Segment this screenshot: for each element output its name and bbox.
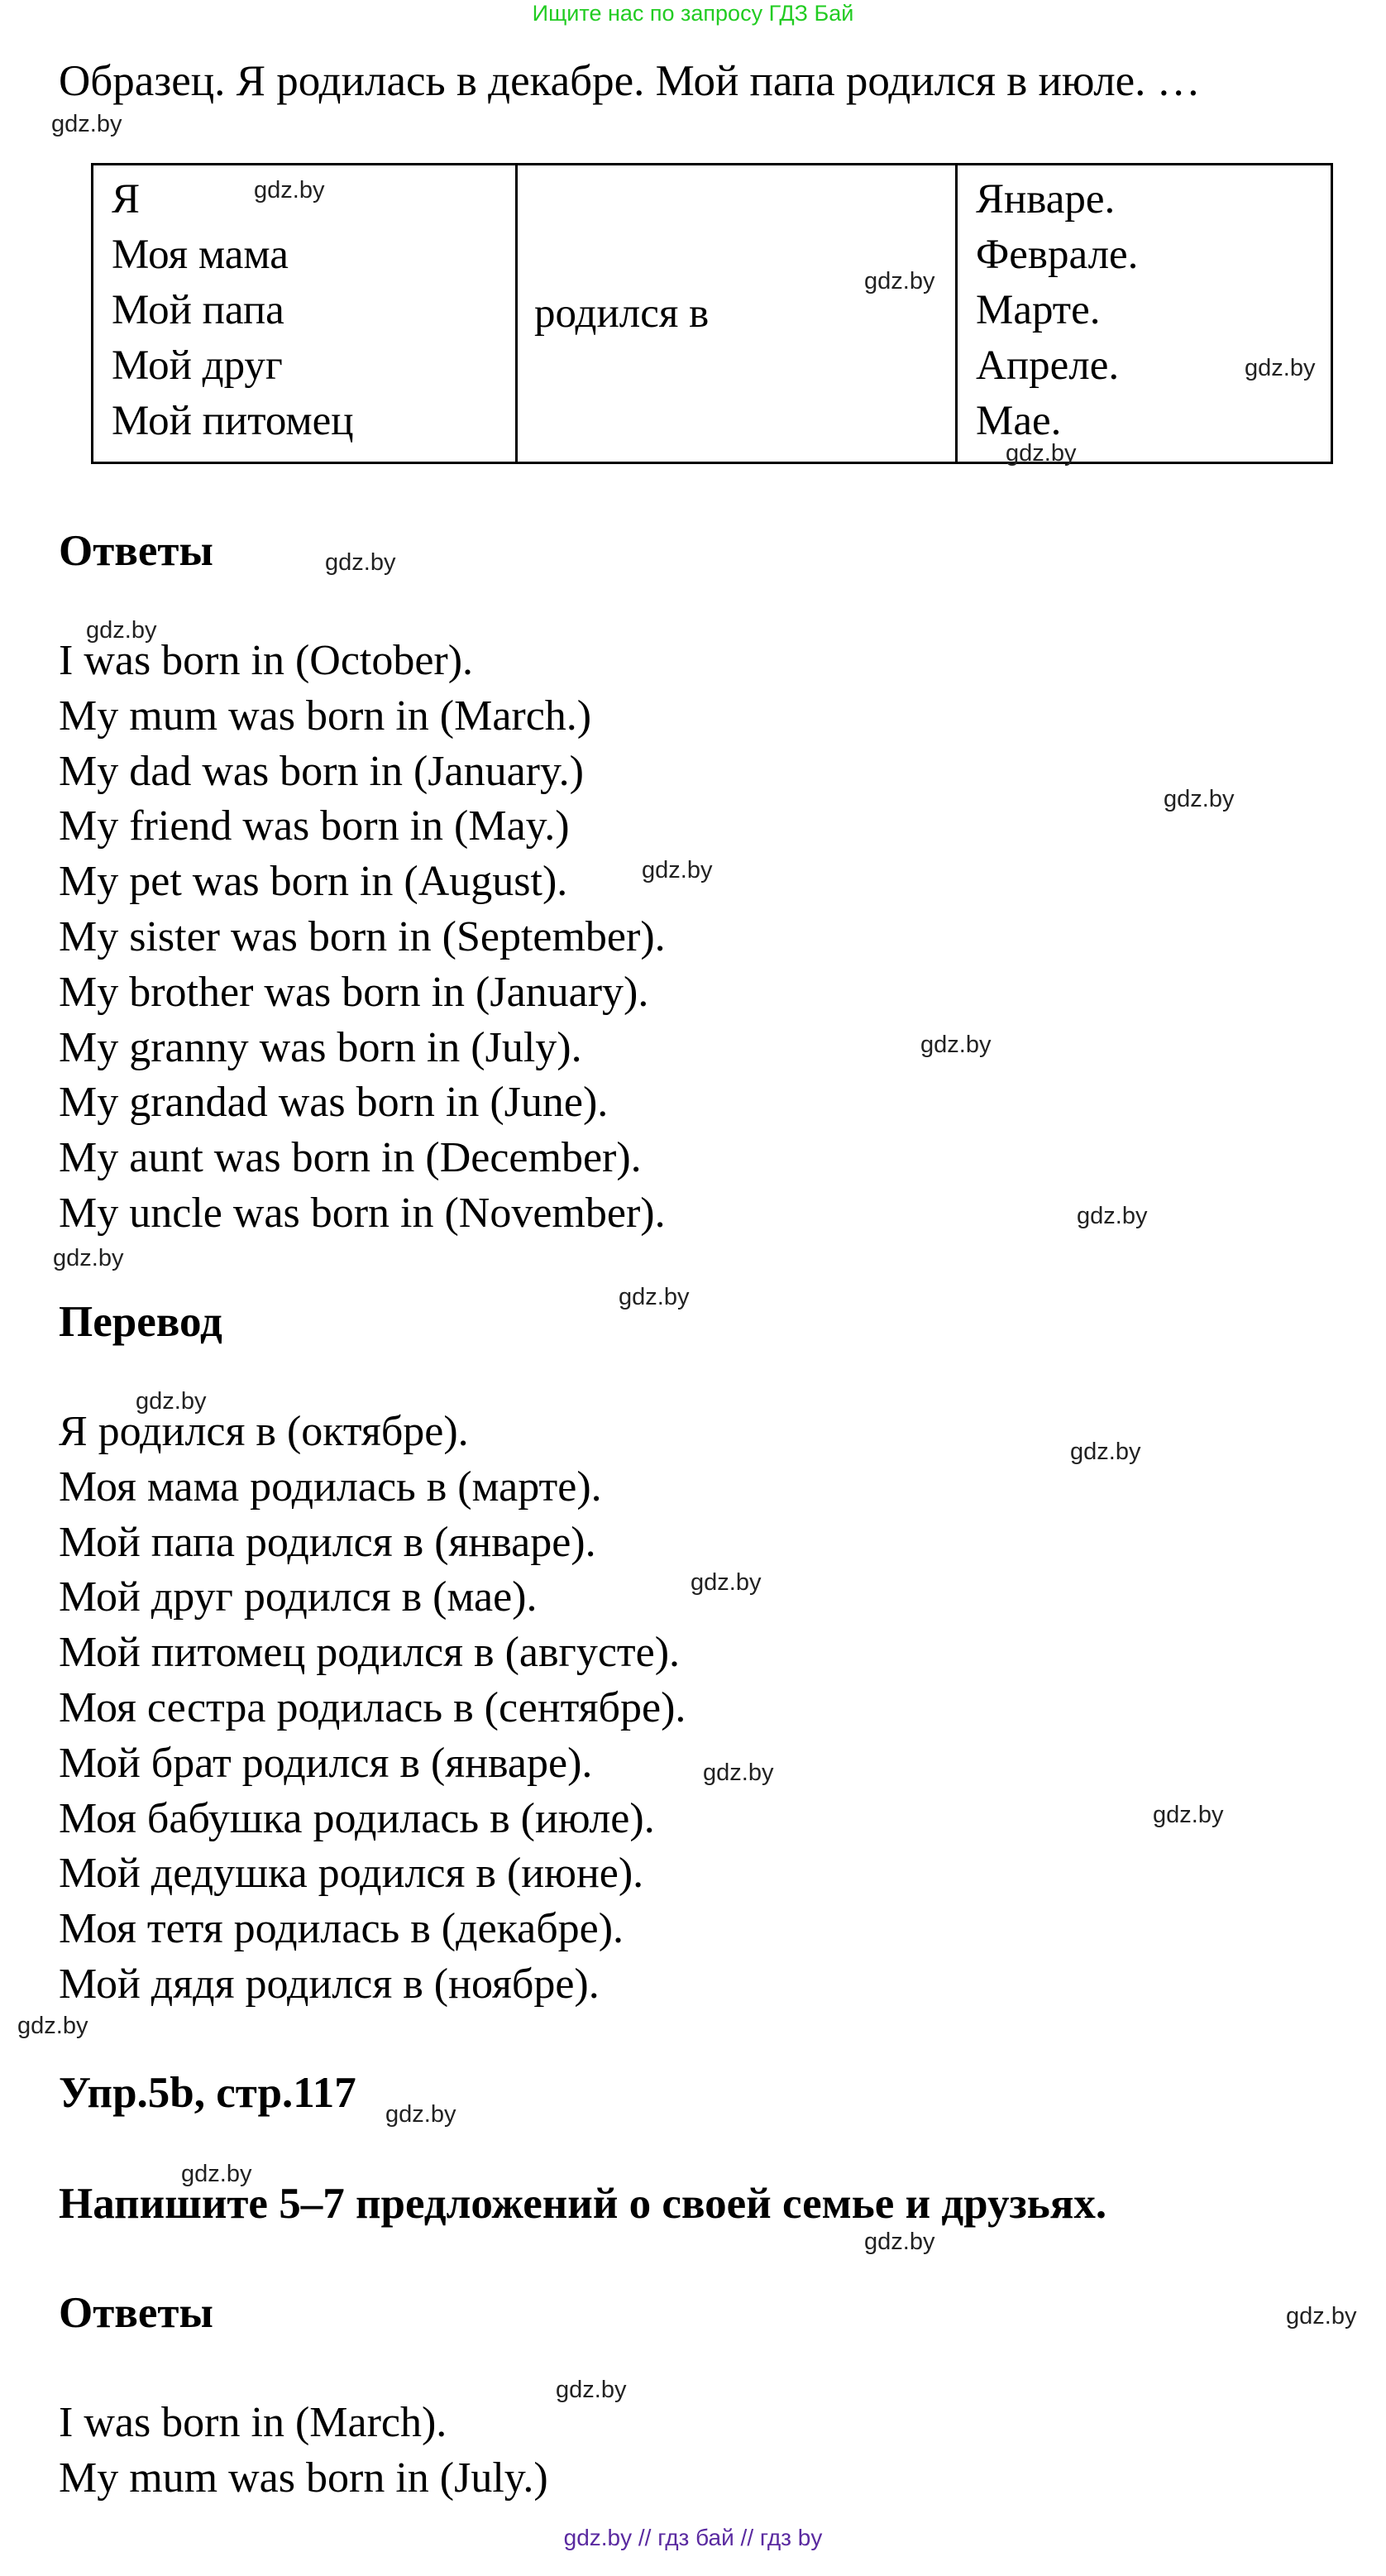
subjects-cell [93,165,517,463]
watermark: gdz.by [703,1760,774,1786]
footer-links[interactable]: gdz.by // гдз бай // гдз by [563,2525,823,2550]
watermark: gdz.by [1245,355,1316,381]
watermark: gdz.by [619,1284,690,1310]
translation-line: Моя сестра родилась в (сентябре). [59,1683,686,1731]
answer-line: My friend was born in (May.) [59,802,570,850]
translation-list [59,1405,686,2013]
answer-line: My pet was born in (August). [59,858,568,906]
answer-line: My sister was born in (September). [59,912,666,960]
search-banner[interactable]: Ищите нас по запросу ГДЗ Бай [532,1,854,26]
watermark: gdz.by [51,111,122,137]
answers-heading: Ответы [59,527,213,575]
answer-line: I was born in (October). [59,637,474,684]
answer-line: My mum was born in (July.) [59,2454,548,2502]
watermark: gdz.by [1164,786,1235,812]
translation-line: Мой папа родился в (январе). [59,1518,596,1566]
translation-line: Моя бабушка родилась в (июле). [59,1794,655,1842]
watermark: gdz.by [136,1388,207,1415]
watermark: gdz.by [86,617,157,644]
translation-heading: Перевод [59,1298,222,1346]
answers-list [59,634,666,1242]
translation-line: Моя тетя родилась в (декабре). [59,1905,624,1953]
translation-line: Мой друг родился в (мае). [59,1573,538,1621]
watermark: gdz.by [1153,1802,1224,1828]
answers2-list [59,2396,548,2507]
sample-table [91,163,1333,464]
answer-line: My uncle was born in (November). [59,1189,666,1237]
answers2-heading: Ответы [59,2289,213,2337]
watermark: gdz.by [1077,1203,1148,1229]
months-cell [957,165,1332,463]
subject-item: Я [112,176,141,223]
watermark: gdz.by [17,2013,88,2039]
answer-line: My aunt was born in (December). [59,1134,642,1182]
watermark: gdz.by [556,2377,627,2403]
watermark: gdz.by [325,549,396,576]
month-item: Феврале. [976,232,1139,278]
watermark: gdz.by [385,2101,456,2128]
watermark: gdz.by [1006,440,1077,467]
watermark: gdz.by [920,1032,992,1058]
sample-intro: Образец. Я родилась в декабре. Мой папа родился в июле. … [59,57,1201,105]
watermark: gdz.by [864,268,935,294]
answer-line: My mum was born in (March.) [59,692,592,740]
watermark: gdz.by [254,177,325,203]
watermark: gdz.by [642,857,713,883]
month-item: Апреле. [976,342,1120,389]
exercise-task: Напишите 5–7 предложений о своей семье и друзьях. [59,2180,1107,2228]
translation-line: Мой питомец родился в (августе). [59,1629,681,1677]
answer-line: My grandad was born in (June). [59,1079,609,1127]
translation-line: Я родился в (октябре). [59,1408,469,1455]
month-item: Январе. [976,176,1116,223]
answer-line: My brother was born in (January). [59,968,649,1016]
watermark: gdz.by [53,1245,124,1271]
subject-item: Мой питомец [112,398,354,444]
translation-line: Мой дядя родился в (ноябре). [59,1960,600,2008]
answer-line: I was born in (March). [59,2399,447,2446]
subject-item: Мой друг [112,342,283,389]
watermark: gdz.by [1286,2303,1357,2329]
answer-line: My granny was born in (July). [59,1023,582,1071]
exercise-title: Упр.5b, стр.117 [59,2069,356,2117]
translation-line: Моя мама родилась в (марте). [59,1463,602,1511]
subject-item: Моя мама [112,232,289,278]
watermark: gdz.by [691,1569,762,1596]
watermark: gdz.by [181,2161,252,2187]
verb-cell: родился в [517,165,957,463]
month-item: Марте. [976,287,1101,333]
translation-line: Мой дедушка родился в (июне). [59,1850,644,1898]
subject-item: Мой папа [112,287,284,333]
answer-line: My dad was born in (January.) [59,747,584,795]
watermark: gdz.by [864,2229,935,2255]
watermark: gdz.by [1070,1439,1141,1465]
month-item: Мае. [976,398,1062,444]
translation-line: Мой брат родился в (январе). [59,1739,593,1787]
